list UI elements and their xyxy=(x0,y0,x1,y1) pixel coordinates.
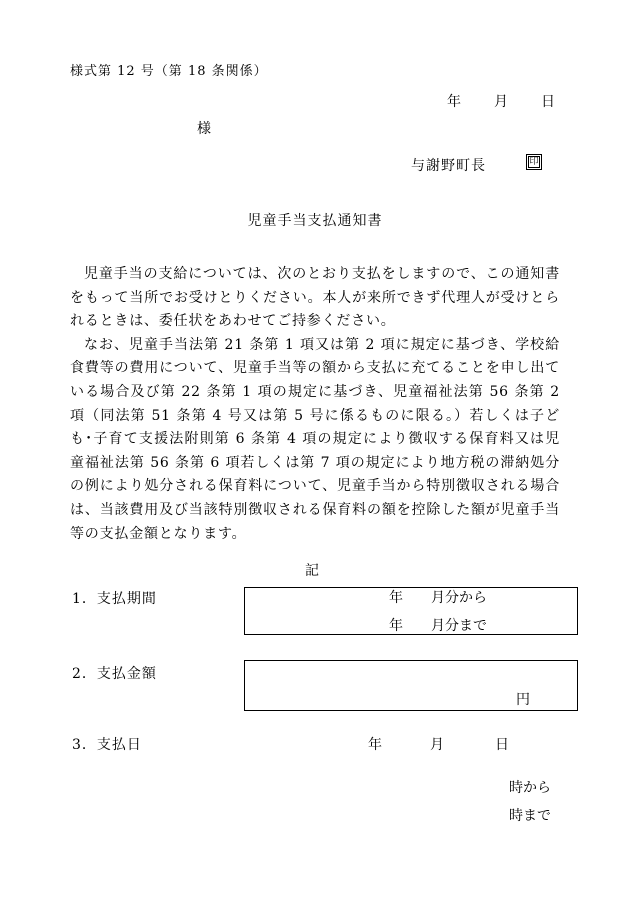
body-paragraph-2: なお、児童手当法第 21 条第 1 項又は第 2 項に規定に基づき、学校給食費等の費用について、児童手当等の額から支払に充てることを申し出ている場合及び第 22 条第 1 項の規定に基づき、児童福祉法第 56 条第 2 項（同法第 51 条第 4 号又は第 5 号に係るものに限る。）若しくは子ども･子育て支援法附則第 6 条第 4 項の規定により徴収する保育料又は児童福祉法第 56 条第 6 項若しくは第 7 項の規定により地方税の滞納処分の例により処分される保育料について、児童手当から特別徴収される場合は、当該費用及び当該特別徴収される保育料の額を控除した額が児童手当等の支払金額となります。 xyxy=(70,336,560,542)
issue-date-day: 日 xyxy=(541,94,555,110)
seal-label: 印 xyxy=(529,157,539,167)
payment-period-until: 年 月分まで xyxy=(389,618,487,634)
notice-body xyxy=(70,263,560,546)
issue-date-month: 月 xyxy=(494,94,508,110)
addressee-suffix: 様 xyxy=(197,121,211,137)
payment-period-from: 年 月分から xyxy=(389,590,487,606)
payment-amount-label: 2．支払金額 xyxy=(72,666,157,682)
payment-date-year: 年 xyxy=(368,737,382,753)
form-number: 様式第 12 号（第 18 条関係） xyxy=(70,64,268,79)
issuer-name: 与謝野町長 xyxy=(411,158,486,174)
payment-date-label: 3．支払日 xyxy=(72,737,142,753)
payment-time-until: 時まで xyxy=(509,808,551,824)
payment-date-month: 月 xyxy=(430,737,444,753)
ki-heading: 記 xyxy=(305,563,319,579)
issue-date-year: 年 xyxy=(447,94,461,110)
body-paragraph-1: 児童手当の支給については、次のとおり支払をしますので、この通知書をもって当所でお受けとりください。本人が来所できず代理人が受けとられるときは、委任状をあわせてご持参ください。 xyxy=(70,266,560,330)
payment-time-from: 時から xyxy=(509,780,551,796)
document-title: 児童手当支払通知書 xyxy=(247,213,383,229)
seal-stamp xyxy=(526,154,542,170)
payment-date-day: 日 xyxy=(495,737,509,753)
yen-unit: 円 xyxy=(516,692,530,708)
payment-period-label: 1．支払期間 xyxy=(72,591,157,607)
